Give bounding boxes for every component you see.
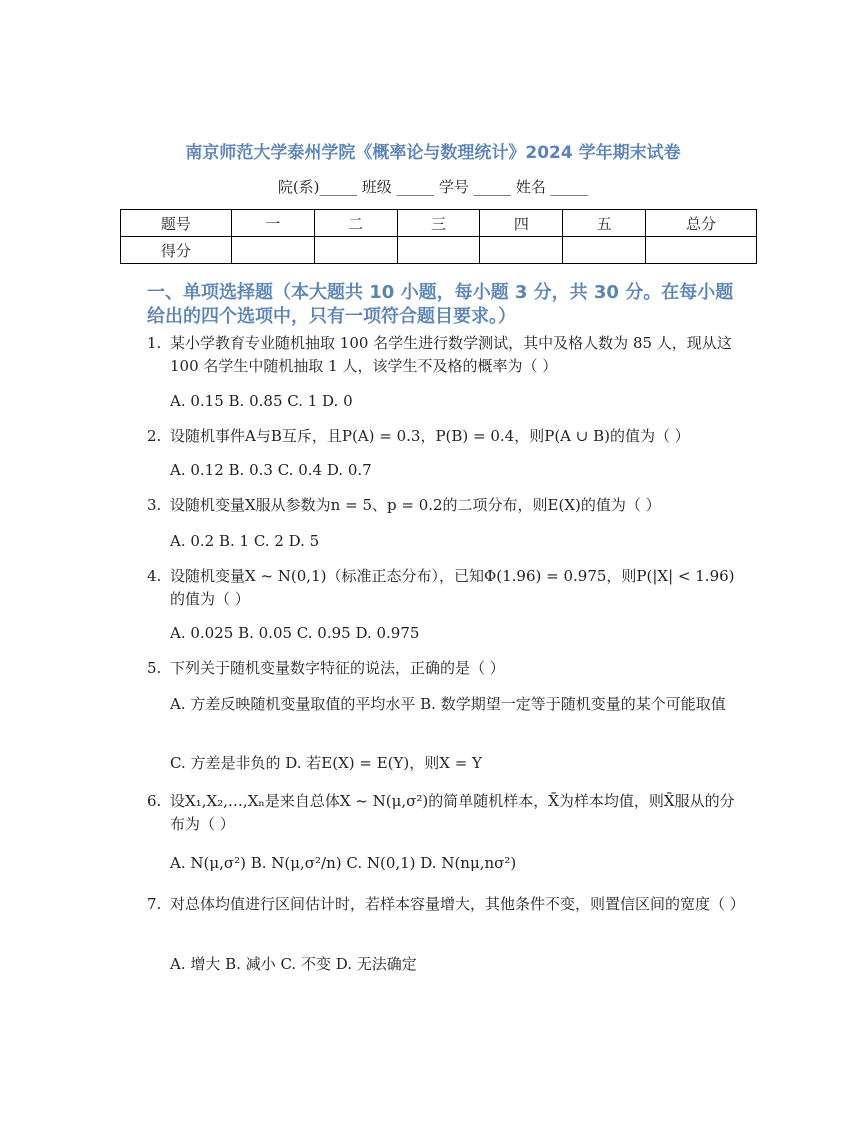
score-cell [231,237,314,264]
question-text: 设随机变量X ~ N(0,1)（标准正态分布），已知Φ(1.96) = 0.975，则P(|X| < 1.96)的值为（ ） [170,567,735,608]
question-options: A. 0.2 B. 1 C. 2 D. 5 [170,532,320,550]
score-table [120,209,757,264]
question-number: 7. [147,895,162,913]
question-options: A. N(μ,σ²) B. N(μ,σ²/n) C. N(0,1) D. N(nμ,nσ²) [170,854,517,872]
question-number: 6. [147,792,162,810]
question-options: A. 0.15 B. 0.85 C. 1 D. 0 [170,392,353,410]
row-label: 得分 [121,237,232,264]
question-text: 设随机事件A与B互斥，且P(A) = 0.3，P(B) = 0.4，则P(A ∪ B)的值为（ ） [170,427,690,445]
question-options: C. 方差是非负的 D. 若E(X) = E(Y)，则X = Y [170,754,482,772]
question-options: A. 增大 B. 减小 C. 不变 D. 无法确定 [170,955,417,973]
question-text: 对总体均值进行区间估计时，若样本容量增大，其他条件不变，则置信区间的宽度（ ） [170,895,745,913]
header-cell: 二 [314,210,397,237]
question-6 [147,790,747,836]
question-text: 某小学教育专业随机抽取 100 名学生进行数学测试，其中及格人数为 85 人，现从这 100 名学生中随机抽取 1 人，该学生不及格的概率为（ ） [170,334,732,375]
question-4 [147,565,747,611]
question-text: 下列关于随机变量数字特征的说法，正确的是（ ） [170,659,505,677]
exam-title: 南京师范大学泰州学院《概率论与数理统计》2024 学年期末试卷 [185,143,681,163]
score-cell [646,237,757,264]
score-cell [314,237,397,264]
header-cell: 五 [563,210,646,237]
header-cell: 一 [231,210,314,237]
question-text: 设X₁,X₂,…,Xₙ是来自总体X ~ N(μ,σ²)的简单随机样本，X̄为样本均值，则X̄服从的分布为（ ） [170,792,735,833]
header-cell: 三 [397,210,480,237]
score-cell [397,237,480,264]
score-table-header-row [121,210,757,237]
score-table-score-row [121,237,757,264]
header-cell: 四 [480,210,563,237]
header-cell: 总分 [646,210,757,237]
student-info-line: 院(系)_____ 班级 _____ 学号 _____ 姓名 _____ [277,178,589,196]
question-options: A. 0.12 B. 0.3 C. 0.4 D. 0.7 [170,461,372,479]
question-number: 2. [147,427,162,445]
section-heading: 一、单项选择题（本大题共 10 小题，每小题 3 分，共 30 分。在每小题给出的四个选项中，只有一项符合题目要求。） [147,282,734,327]
question-number: 1. [147,334,162,352]
score-cell [480,237,563,264]
question-text: 设随机变量X服从参数为n = 5、p = 0.2的二项分布，则E(X)的值为（ ） [170,496,661,514]
question-1 [147,332,747,378]
question-2 [147,425,747,448]
question-7 [147,893,747,916]
question-3 [147,494,747,517]
question-number: 3. [147,496,162,514]
header-cell: 题号 [121,210,232,237]
score-cell [563,237,646,264]
question-number: 5. [147,659,162,677]
question-5 [147,657,747,680]
question-options: A. 方差反映随机变量取值的平均水平 B. 数学期望一定等于随机变量的某个可能取值 [170,695,726,713]
question-number: 4. [147,567,162,585]
question-options: A. 0.025 B. 0.05 C. 0.95 D. 0.975 [170,624,420,642]
